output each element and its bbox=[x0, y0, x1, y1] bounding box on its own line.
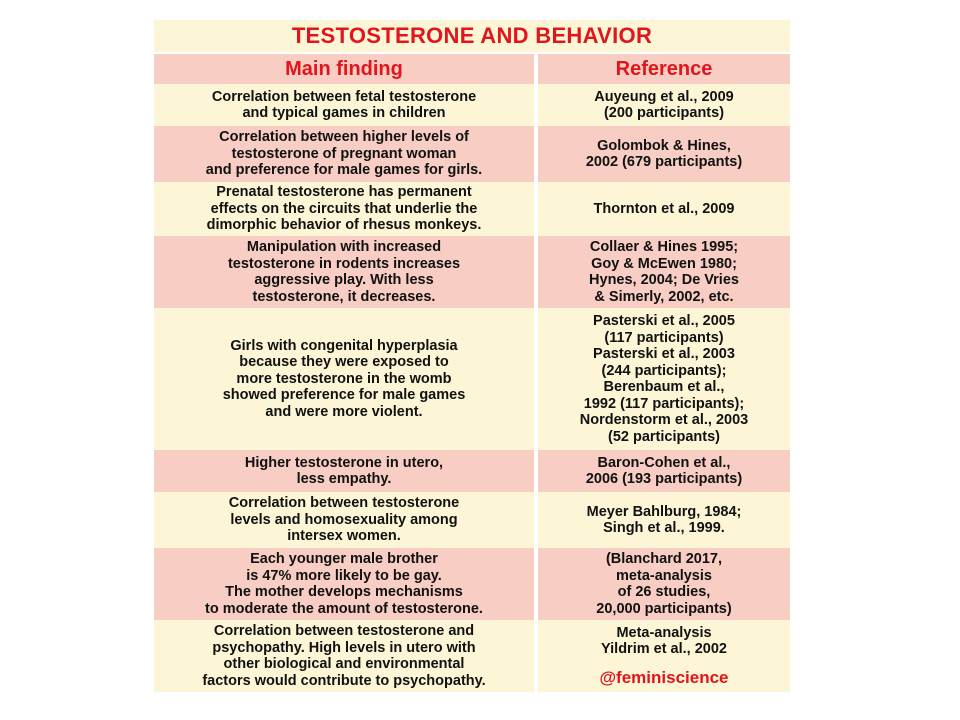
finding-cell: Higher testosterone in utero, less empathy. bbox=[154, 450, 534, 492]
page-title: TESTOSTERONE AND BEHAVIOR bbox=[154, 20, 790, 52]
reference-cell: Meyer Bahlburg, 1984; Singh et al., 1999. bbox=[538, 492, 790, 548]
finding-cell: Correlation between higher levels of testosterone of pregnant woman and preference for male games for girls. bbox=[154, 126, 534, 182]
reference-cell: Thornton et al., 2009 bbox=[538, 182, 790, 236]
table-row bbox=[154, 548, 790, 620]
reference-cell: (Blanchard 2017, meta-analysis of 26 studies, 20,000 participants) bbox=[538, 548, 790, 620]
table-row bbox=[154, 620, 790, 692]
reference-text: Meta-analysis Yildrim et al., 2002 bbox=[601, 624, 727, 657]
table-row bbox=[154, 182, 790, 236]
watermark-handle: @feminiscience bbox=[599, 667, 729, 687]
header-main-finding: Main finding bbox=[154, 54, 534, 84]
reference-cell: Collaer & Hines 1995; Goy & McEwen 1980; Hynes, 2004; De Vries & Simerly, 2002, etc. bbox=[538, 236, 790, 308]
table-header-row bbox=[154, 54, 790, 84]
reference-cell: Pasterski et al., 2005 (117 participants) Pasterski et al., 2003 (244 participants); Berenbaum et al., 1992 (117 participants); Nordenstorm et al., 2003 (52 participants) bbox=[538, 308, 790, 450]
header-reference: Reference bbox=[538, 54, 790, 84]
reference-cell: Auyeung et al., 2009 (200 participants) bbox=[538, 84, 790, 126]
finding-cell: Correlation between fetal testosterone and typical games in children bbox=[154, 84, 534, 126]
finding-cell: Each younger male brother is 47% more likely to be gay. The mother develops mechanisms to moderate the amount of testosterone. bbox=[154, 548, 534, 620]
finding-cell: Manipulation with increased testosterone in rodents increases aggressive play. With less testosterone, it decreases. bbox=[154, 236, 534, 308]
table-row bbox=[154, 126, 790, 182]
reference-cell: Golombok & Hines, 2002 (679 participants) bbox=[538, 126, 790, 182]
finding-cell: Girls with congenital hyperplasia because they were exposed to more testosterone in the womb showed preference for male games and were more violent. bbox=[154, 308, 534, 450]
reference-cell: Baron-Cohen et al., 2006 (193 participants) bbox=[538, 450, 790, 492]
table-row bbox=[154, 308, 790, 450]
table-row bbox=[154, 450, 790, 492]
infographic-table bbox=[154, 20, 790, 692]
table-row bbox=[154, 492, 790, 548]
finding-cell: Correlation between testosterone and psychopathy. High levels in utero with other biological and environmental factors would contribute to psychopathy. bbox=[154, 620, 534, 692]
finding-cell: Prenatal testosterone has permanent effects on the circuits that underlie the dimorphic behavior of rhesus monkeys. bbox=[154, 182, 534, 236]
reference-cell bbox=[538, 620, 790, 692]
finding-cell: Correlation between testosterone levels and homosexuality among intersex women. bbox=[154, 492, 534, 548]
table-row bbox=[154, 236, 790, 308]
table-row bbox=[154, 84, 790, 126]
